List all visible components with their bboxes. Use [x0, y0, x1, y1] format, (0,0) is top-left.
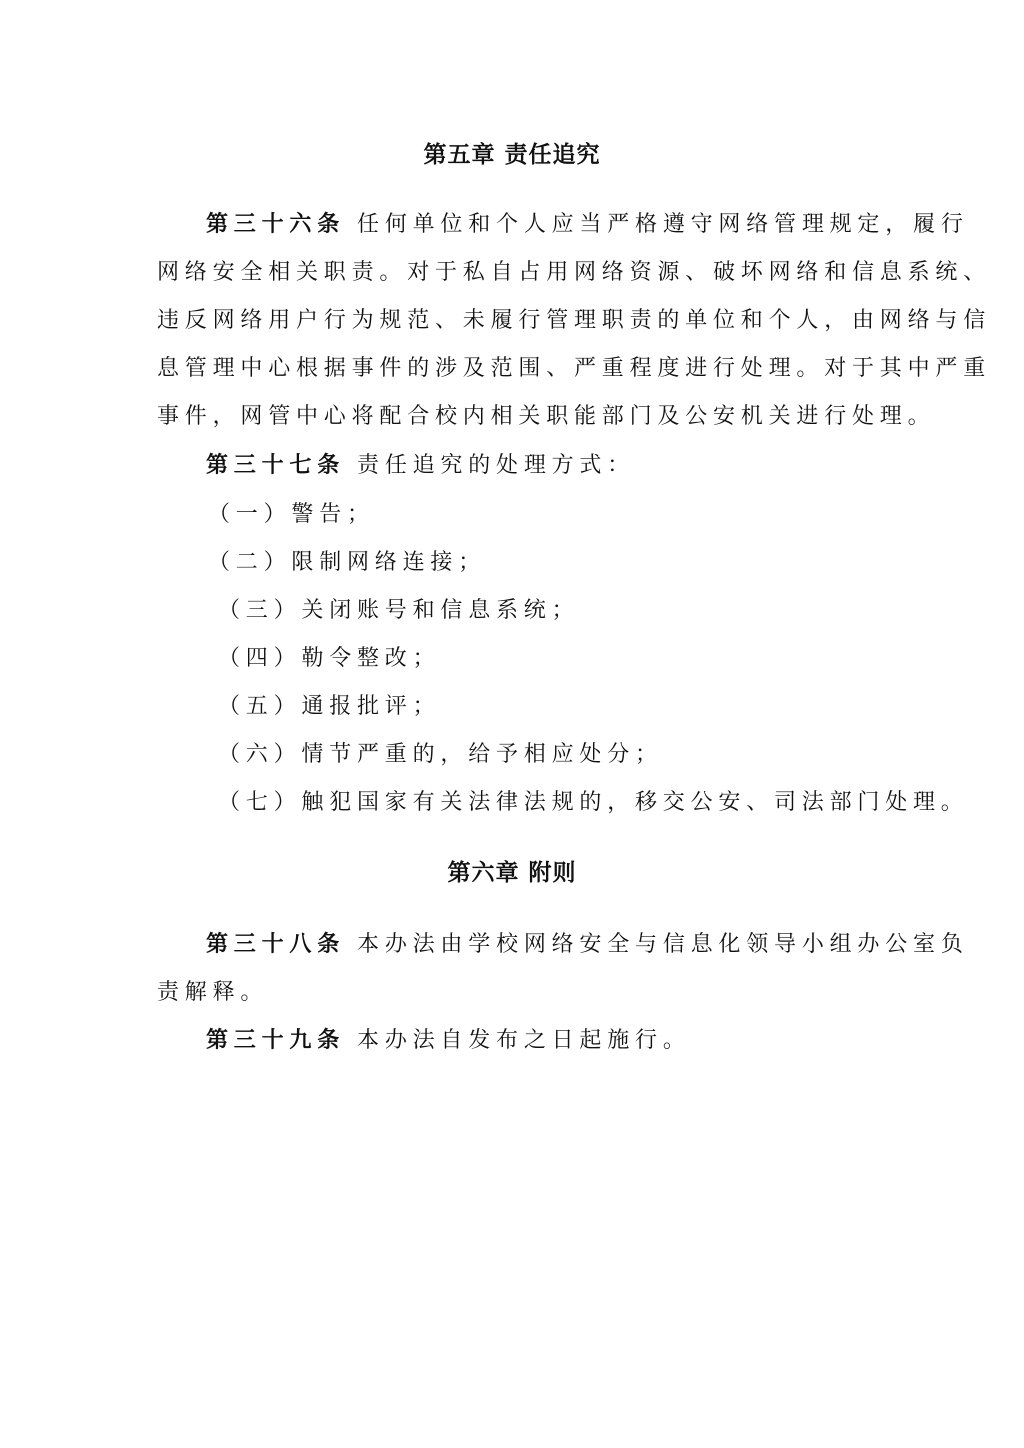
article-39-line [206, 1026, 691, 1056]
article-37-line [206, 451, 635, 481]
article-37-text: 责任追究的处理方式： [357, 453, 636, 478]
article-36-line-5: 事件，网管中心将配合校内相关职能部门及公安机关进行处理。 [157, 404, 936, 429]
article-37-item-7: （七）触犯国家有关法律法规的，移交公安、司法部门处理。 [218, 790, 969, 815]
article-36-text-1: 任何单位和个人应当严格遵守网络管理规定，履行 [357, 212, 969, 237]
chapter-six-title: 第六章 附则 [447, 860, 577, 886]
article-37-item-2: （二）限制网络连接； [208, 550, 487, 575]
article-38-line-2: 责解释。 [157, 980, 269, 1005]
article-37-item-4: （四）勒令整改； [218, 646, 441, 671]
article-37-item-1: （一）警告； [208, 502, 375, 527]
article-36-line-2: 网络安全相关职责。对于私自占用网络资源、破坏网络和信息系统、 [157, 260, 992, 285]
article-36-label: 第三十六条 [206, 212, 346, 237]
article-39-text: 本办法自发布之日起施行。 [357, 1028, 691, 1053]
article-38-label: 第三十八条 [206, 932, 346, 957]
article-36-line-4: 息管理中心根据事件的涉及范围、严重程度进行处理。对于其中严重 [157, 356, 992, 381]
article-36-line-3: 违反网络用户行为规范、未履行管理职责的单位和个人，由网络与信 [157, 308, 992, 333]
chapter-five-title: 第五章 责任追究 [423, 142, 601, 168]
article-36-line-1 [206, 210, 969, 240]
article-37-label: 第三十七条 [206, 453, 346, 478]
article-38-line-1 [206, 930, 969, 960]
article-39-label: 第三十九条 [206, 1028, 346, 1053]
article-37-item-5: （五）通报批评； [218, 694, 441, 719]
article-37-item-6: （六）情节严重的，给予相应处分； [218, 742, 663, 767]
article-38-text-1: 本办法由学校网络安全与信息化领导小组办公室负 [357, 932, 969, 957]
article-37-item-3: （三）关闭账号和信息系统； [218, 598, 580, 623]
